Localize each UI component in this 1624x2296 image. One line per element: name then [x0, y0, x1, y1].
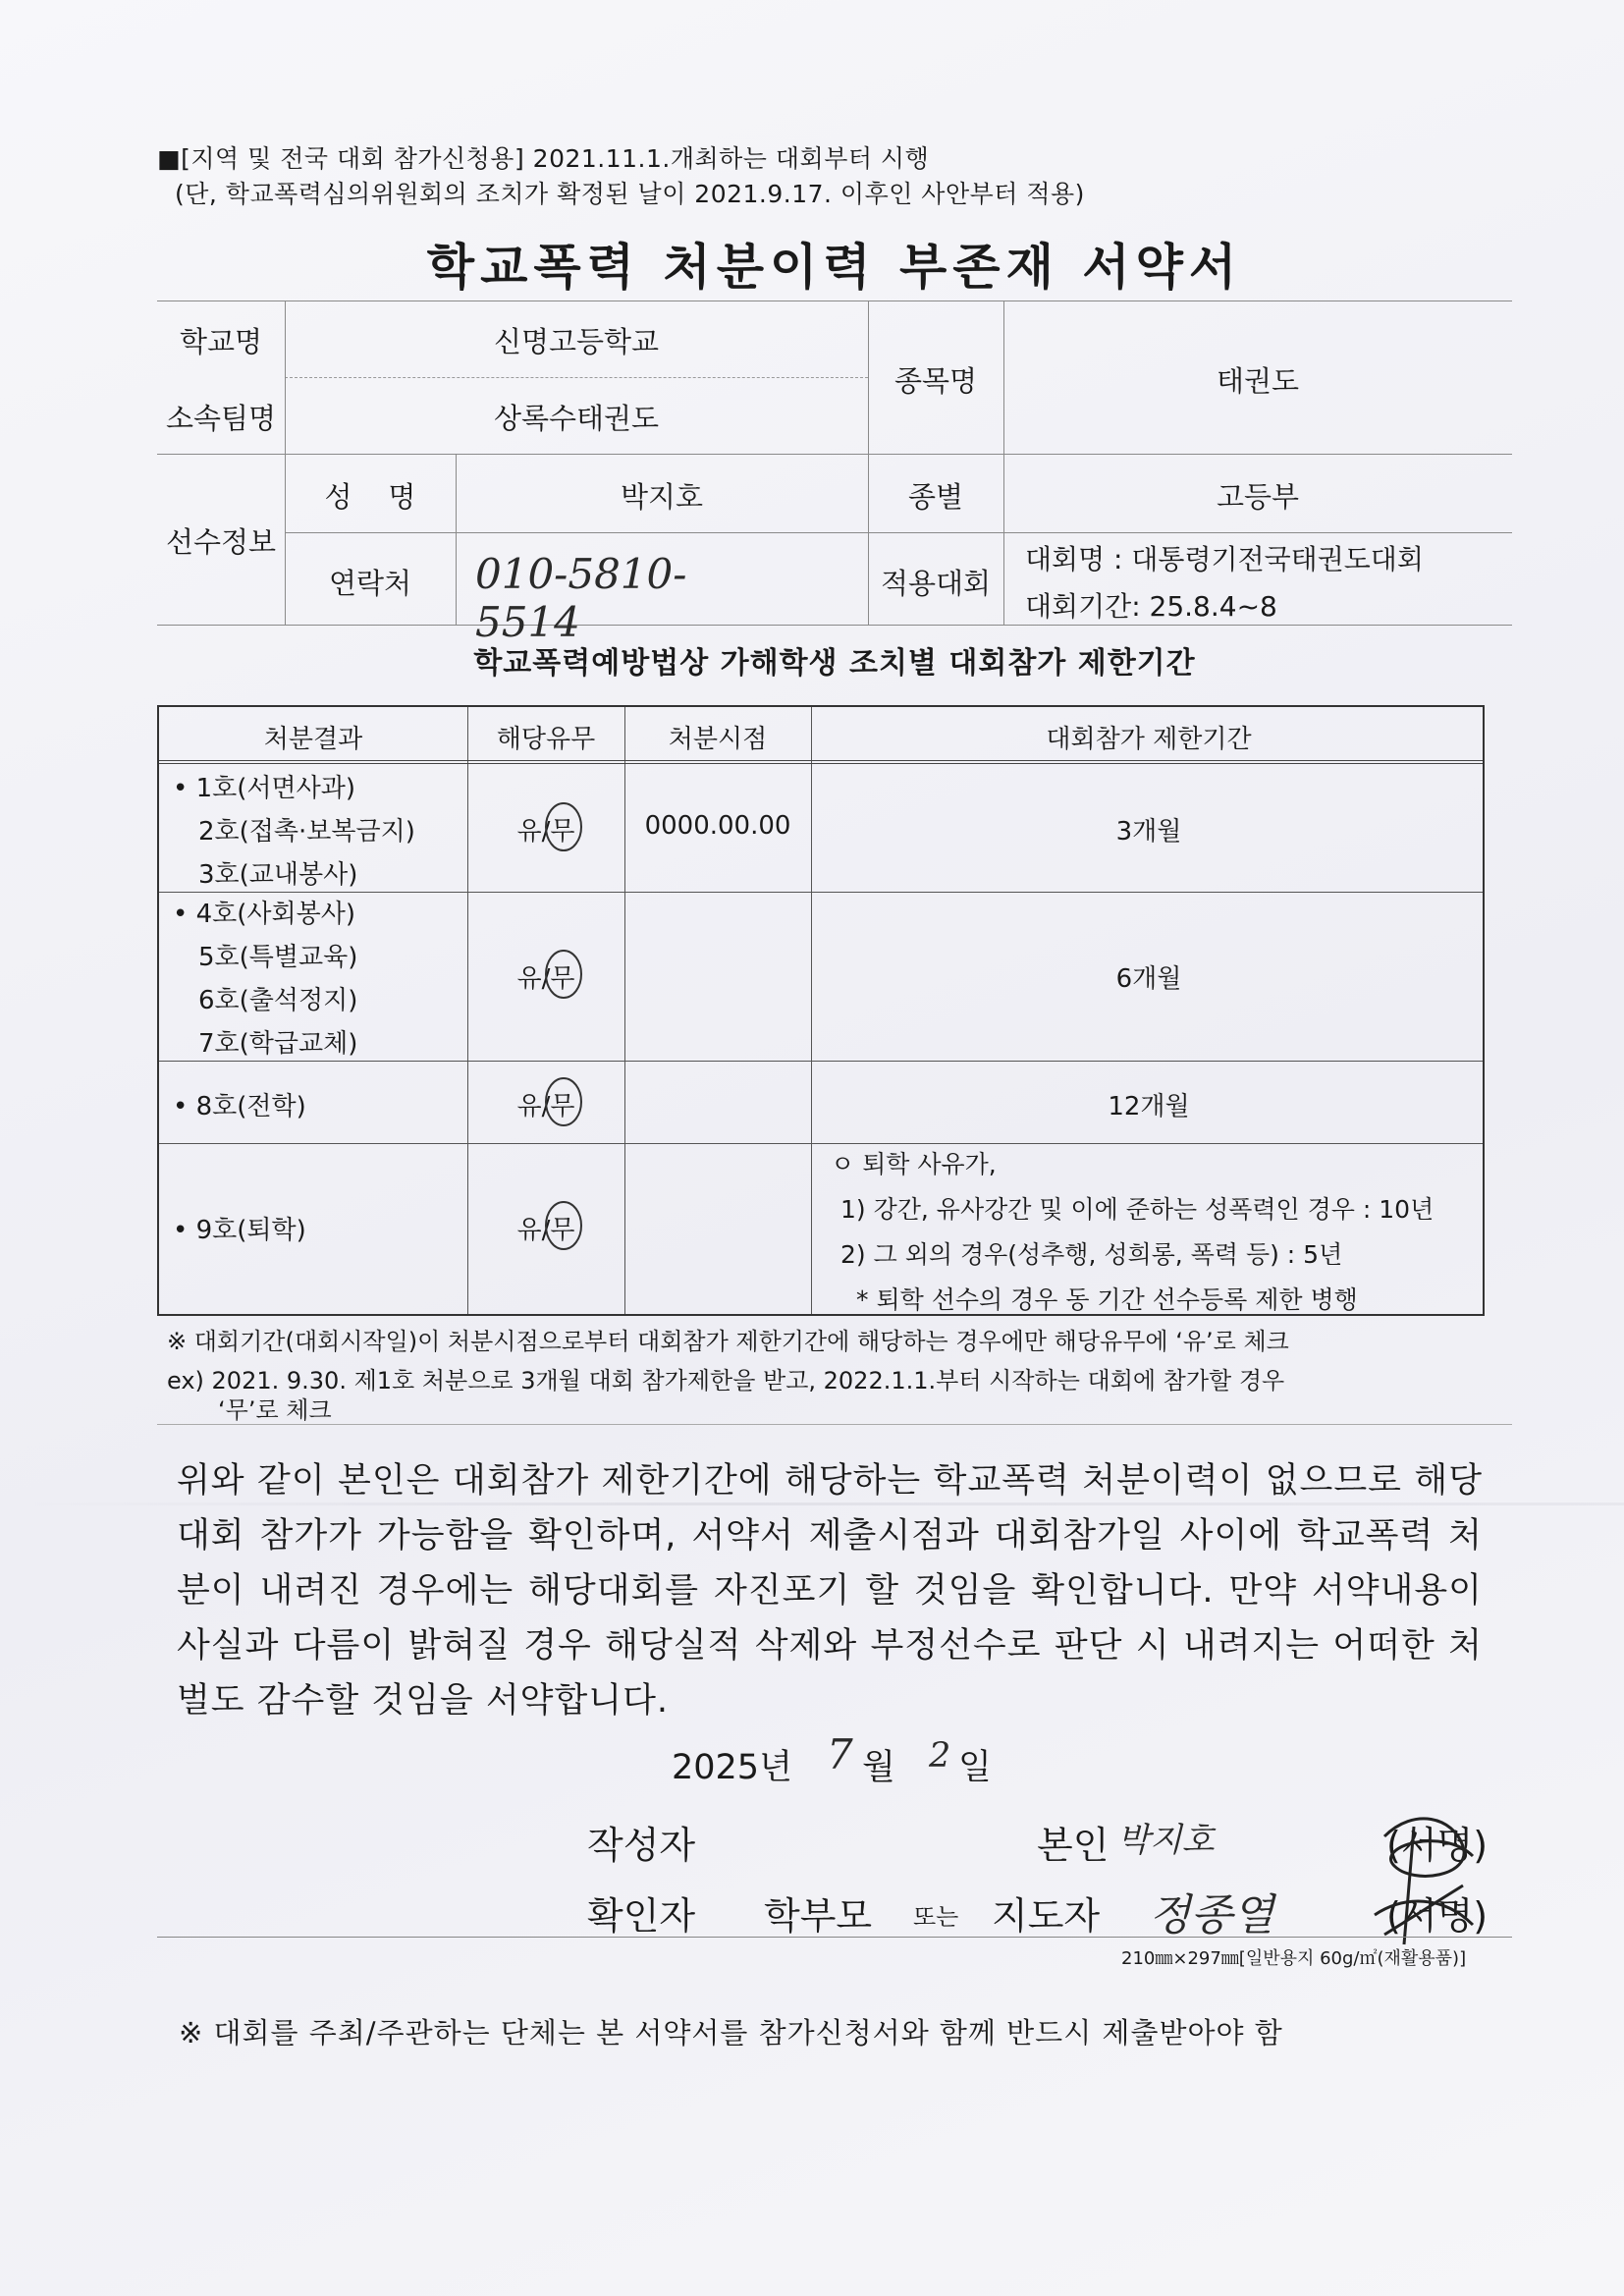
row4-period-line-2: 1) 강간, 유사강간 및 이에 준하는 성폭력인 경우 : 10년: [840, 1195, 1435, 1224]
team-value: 상록수태권도: [493, 402, 660, 435]
row1-result-1: • 1호(서면사과): [173, 774, 356, 803]
school-value: 신명고등학교: [493, 325, 660, 358]
row4-applicable: 유/무: [516, 1216, 575, 1245]
name-label: 성 명: [324, 480, 416, 514]
signature-scribble: [1355, 1797, 1492, 1954]
athlete-label: 선수정보: [165, 525, 277, 559]
info-dash-1: [285, 377, 868, 378]
header-line-1: ■[지역 및 전국 대회 참가신청용] 2021.11.1.개최하는 대회부터 시행: [157, 144, 930, 173]
info-bottom-border: [157, 625, 1512, 626]
note-1: ※ 대회기간(대회시작일)이 처분시점으로부터 대회참가 제한기간에 해당하는 경우에만 해당유무에 ‘유’로 체크: [167, 1328, 1289, 1355]
row1-timing: 0000.00.00: [644, 811, 791, 841]
info-divider: [157, 454, 1512, 455]
row4-period-line-1: ㅇ 퇴학 사유가,: [831, 1150, 997, 1178]
row2-period: 6개월: [1115, 964, 1182, 994]
restriction-subtitle: 학교폭력예방법상 가해학생 조치별 대회참가 제한기간: [473, 646, 1196, 681]
note-2: ex) 2021. 9.30. 제1호 처분으로 3개월 대회 참가제한을 받고, 2022.1.1.부터 시작하는 대회에 참가할 경우: [167, 1367, 1285, 1394]
footer-note: ※ 대회를 주최/주관하는 단체는 본 서약서를 참가신청서와 함께 반드시 제출받아야 함: [179, 2016, 1283, 2050]
header-applicable: 해당유무: [496, 725, 596, 754]
contact-value: 010-5810-5514: [475, 550, 687, 646]
notes-divider: [157, 1424, 1512, 1425]
info-col-3: [1003, 301, 1004, 625]
row3-applicable: 유/무: [516, 1092, 575, 1121]
row4-circle-mark: [546, 1202, 581, 1249]
contact-label: 연락처: [328, 567, 412, 600]
row2-result-3: 6호(출석정지): [198, 986, 358, 1015]
event-label: 종목명: [893, 364, 978, 398]
header-result: 처분결과: [263, 725, 363, 754]
row3-circle-mark: [546, 1078, 581, 1125]
row2-result-4: 7호(학급교체): [198, 1029, 358, 1059]
header-line-2: (단, 학교폭력심의위원회의 조치가 확정된 날이 2021.9.17. 이후인 사안부터 적용): [175, 180, 1085, 208]
category-label: 종별: [907, 480, 964, 514]
header-timing: 처분시점: [668, 725, 768, 754]
row2-result-1: • 4호(사회봉사): [173, 900, 356, 929]
competition-period: 대회기간: 25.8.4~8: [1025, 590, 1277, 623]
confirmer-label: 확인자: [587, 1894, 696, 1938]
row4-result-1: • 9호(퇴학): [173, 1216, 306, 1245]
coach-label: 지도자: [992, 1894, 1101, 1938]
row2-circle-mark: [546, 951, 581, 998]
row1-result-2: 2호(접촉·보복금지): [198, 817, 415, 847]
row4-period-line-3: 2) 그 외의 경우(성추행, 성희롱, 폭력 등) : 5년: [840, 1240, 1343, 1269]
name-value: 박지호: [620, 480, 704, 514]
row1-period: 3개월: [1115, 817, 1182, 847]
row1-circle-mark: [546, 803, 581, 850]
restriction-table: [157, 705, 1485, 1316]
category-value: 고등부: [1216, 480, 1300, 514]
signature-divider: [157, 1937, 1512, 1938]
or-label: 또는: [913, 1903, 959, 1931]
row3-result-1: • 8호(전학): [173, 1092, 306, 1121]
row4-period-line-4: * 퇴학 선수의 경우 동 기간 선수등록 제한 병행: [856, 1285, 1358, 1314]
competition-name: 대회명 : 대통령기전국태권도대회: [1025, 543, 1424, 575]
coach-signature: 정종열: [1149, 1890, 1274, 1941]
row1-result-3: 3호(교내봉사): [198, 860, 358, 890]
date-day-unit: 일: [958, 1748, 992, 1787]
note-3: ‘무’로 체크: [218, 1396, 332, 1424]
info-dash-2: [285, 532, 1512, 533]
parent-label: 학부모: [764, 1894, 873, 1938]
paper-spec: 210㎜×297㎜[일반용지 60g/㎡(재활용품)]: [1121, 1948, 1467, 1969]
date-month-unit: 월: [862, 1748, 895, 1787]
row1-applicable: 유/무: [516, 817, 575, 847]
date-year: 2025년: [672, 1748, 792, 1787]
row3-period: 12개월: [1108, 1092, 1190, 1121]
pledge-text: 위와 같이 본인은 대회참가 제한기간에 해당하는 학교폭력 처분이력이 없으므로 해당 대회 참가가 가능함을 확인하며, 서약서 제출시점과 대회참가일 사이에 학교폭력 처분이 내려진 경우에는 해당대회를 자진포기 할 것임을 확인합니다. 만약 서약내용이 사실과 다름이 밝혀질 경우 해당실적 삭제와 부정선수로 판단 시 내려지는 어떠한 처벌도 감수할 것임을 서약합니다.: [177, 1461, 1483, 1721]
date-month-number: 7: [827, 1730, 853, 1778]
row2-applicable: 유/무: [516, 964, 575, 994]
document-title: 학교폭력 처분이력 부존재 서약서: [426, 239, 1243, 296]
sign-mark-2: (서명): [1386, 1894, 1489, 1938]
header-period: 대회참가 제한기간: [1046, 725, 1252, 754]
school-label: 학교명: [179, 325, 263, 358]
applied-label: 적용대회: [880, 567, 992, 600]
writer-label: 작성자: [587, 1824, 696, 1867]
self-label: 본인: [1037, 1824, 1110, 1867]
team-label: 소속팀명: [165, 402, 277, 435]
row2-result-2: 5호(특별교육): [198, 943, 358, 972]
sign-mark-1: (서명): [1386, 1824, 1489, 1867]
event-value: 태권도: [1216, 364, 1300, 398]
date-day-number: 2: [929, 1736, 951, 1776]
handwritten-check-marks: [159, 707, 1487, 1318]
self-signature: 박지호: [1117, 1821, 1215, 1860]
